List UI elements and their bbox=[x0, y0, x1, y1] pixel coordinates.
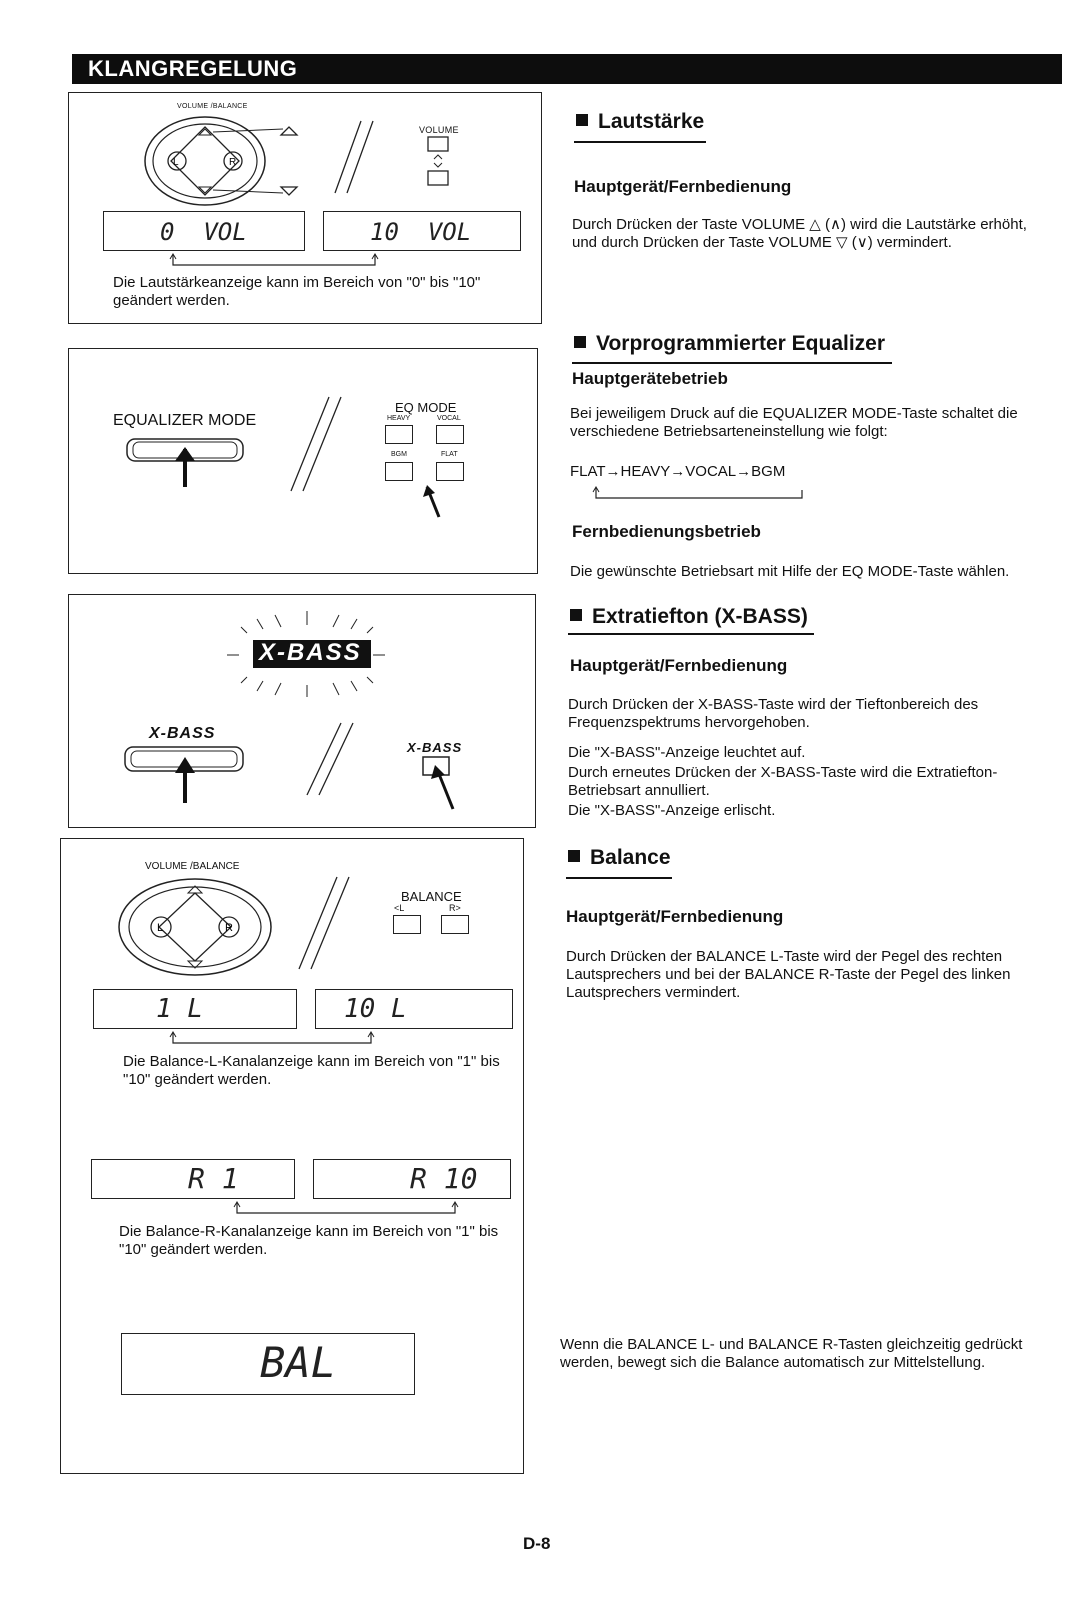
volume-knob-label: VOLUME /BALANCE bbox=[177, 103, 248, 110]
remote-xbass-button[interactable] bbox=[419, 753, 465, 813]
bullet-square-icon bbox=[568, 850, 580, 862]
remote-balance-l-button[interactable] bbox=[393, 915, 421, 934]
xbass-body-1: Durch Drücken der X-BASS-Taste wird der Tieftonbereich des Frequenzspektrums hervorgehoben. bbox=[568, 696, 979, 731]
eq-subheading-main: Hauptgerätebetrieb bbox=[572, 369, 728, 388]
remote-balance-l-sub: <L bbox=[394, 903, 405, 913]
bullet-square-icon bbox=[574, 336, 586, 348]
xbass-body-4: Die "X-BASS"-Anzeige erlischt. bbox=[568, 802, 776, 819]
range-bracket bbox=[229, 1199, 469, 1219]
remote-balance-r-sub: R> bbox=[449, 903, 461, 913]
remote-volume-label: VOLUME bbox=[419, 125, 459, 135]
slash-divider bbox=[297, 719, 357, 799]
xbass-body-2: Die "X-BASS"-Anzeige leuchtet auf. bbox=[568, 744, 806, 761]
slash-divider bbox=[283, 395, 343, 495]
volume-range-caption: Die Lautstärkeanzeige kann im Bereich von "0" bis "10" geändert werden. bbox=[113, 274, 481, 309]
svg-text:R: R bbox=[225, 922, 233, 934]
balance-lcd-r1: R 1 bbox=[91, 1159, 295, 1199]
eq-mode-flow: FLAT→HEAVY→VOCAL→BGM bbox=[570, 463, 786, 480]
xbass-illustration-panel bbox=[68, 594, 536, 828]
title-underline bbox=[574, 141, 706, 143]
balance-lcd-l1: 1 L bbox=[93, 989, 297, 1029]
svg-text:L: L bbox=[173, 157, 179, 168]
slash-divider bbox=[331, 117, 381, 197]
eq-flat-label: FLAT bbox=[441, 451, 458, 458]
range-bracket bbox=[165, 1029, 385, 1049]
xbass-indicator-text: X-BASS bbox=[259, 639, 362, 666]
balance-lcd-center: BAL bbox=[121, 1333, 415, 1395]
svg-text:R: R bbox=[229, 157, 237, 168]
equalizer-illustration-panel bbox=[68, 348, 538, 574]
press-arrow-icon bbox=[421, 483, 451, 523]
eq-vocal-label: VOCAL bbox=[437, 415, 461, 422]
eq-flat-button[interactable] bbox=[436, 462, 464, 481]
eq-heavy-button[interactable] bbox=[385, 425, 413, 444]
eq-flow-return-arrow bbox=[590, 484, 810, 504]
balance-lcd-r10: R 10 bbox=[313, 1159, 511, 1199]
equalizer-mode-label: EQUALIZER MODE bbox=[113, 412, 257, 429]
balance-l-caption: Die Balance-L-Kanalanzeige kann im Bereich von "1" bis "10" geändert werden. bbox=[123, 1053, 500, 1088]
volume-knob-diagram bbox=[143, 113, 343, 213]
svg-text:L: L bbox=[157, 922, 164, 934]
balance-center-note: Wenn die BALANCE L- und BALANCE R-Tasten gleichzeitig gedrückt werden, bewegt sich die Balance automatisch zur Mittelstellung. bbox=[560, 1336, 1023, 1371]
title-underline bbox=[566, 877, 672, 879]
eq-bgm-button[interactable] bbox=[385, 462, 413, 481]
eq-heavy-label: HEAVY bbox=[387, 415, 411, 422]
xbass-section-title: Extratiefton (X-BASS) bbox=[570, 605, 808, 629]
balance-body: Durch Drücken der BALANCE L-Taste wird der Pegel des rechten Lautsprechers und bei der BALANCE R-Taste der Pegel des linken Lautsprechers vermindert. bbox=[566, 948, 1011, 1001]
balance-illustration-panel bbox=[60, 838, 524, 1474]
xbass-button[interactable] bbox=[123, 743, 257, 805]
xbass-body-3: Durch erneutes Drücken der X-BASS-Taste wird die Extratiefton-Betriebsart annulliert. bbox=[568, 764, 998, 799]
bullet-square-icon bbox=[576, 114, 588, 126]
eq-subheading-remote: Fernbedienungsbetrieb bbox=[572, 522, 761, 541]
volume-section-title: Lautstärke bbox=[576, 110, 704, 134]
eq-mode-remote-title: EQ MODE bbox=[395, 400, 457, 415]
equalizer-mode-button[interactable] bbox=[125, 433, 255, 489]
volume-lcd-max: 10 VOL bbox=[323, 211, 521, 251]
volume-subheading: Hauptgerät/Fernbedienung bbox=[574, 177, 792, 196]
section-title: KLANGREGELUNG bbox=[88, 56, 298, 81]
page-number: D-8 bbox=[523, 1534, 551, 1553]
balance-subheading: Hauptgerät/Fernbedienung bbox=[566, 907, 784, 926]
slash-divider bbox=[291, 873, 351, 973]
balance-r-caption: Die Balance-R-Kanalanzeige kann im Bereich von "1" bis "10" geändert werden. bbox=[119, 1223, 499, 1258]
volume-illustration-panel bbox=[68, 92, 542, 324]
eq-body-remote: Die gewünschte Betriebsart mit Hilfe der EQ MODE-Taste wählen. bbox=[570, 563, 1010, 580]
remote-balance-title: BALANCE bbox=[401, 889, 462, 904]
eq-vocal-button[interactable] bbox=[436, 425, 464, 444]
bullet-square-icon bbox=[570, 609, 582, 621]
xbass-button-label: X-BASS bbox=[149, 725, 216, 742]
balance-lcd-l10: 10 L bbox=[315, 989, 513, 1029]
balance-knob-label: VOLUME /BALANCE bbox=[145, 861, 240, 872]
remote-volume-buttons[interactable] bbox=[425, 135, 455, 189]
xbass-subheading: Hauptgerät/Fernbedienung bbox=[570, 656, 788, 675]
volume-lcd-min: 0 VOL bbox=[103, 211, 305, 251]
eq-section-title: Vorprogrammierter Equalizer bbox=[574, 332, 885, 356]
remote-xbass-label: X-BASS bbox=[407, 740, 463, 755]
section-header-bar bbox=[72, 54, 1062, 84]
title-underline bbox=[568, 633, 814, 635]
volume-body: Durch Drücken der Taste VOLUME △ (∧) wird die Lautstärke erhöht, und durch Drücken der Taste VOLUME ▽ (∨) vermindert. bbox=[572, 216, 1027, 251]
balance-knob-diagram bbox=[115, 875, 275, 979]
title-underline bbox=[572, 362, 892, 364]
eq-body-main: Bei jeweiligem Druck auf die EQUALIZER MODE-Taste schaltet die verschiedene Betriebsarteneinstellung wie folgt: bbox=[570, 405, 1018, 440]
remote-balance-r-button[interactable] bbox=[441, 915, 469, 934]
range-bracket bbox=[165, 251, 395, 271]
eq-bgm-label: BGM bbox=[391, 451, 407, 458]
balance-section-title: Balance bbox=[568, 846, 671, 870]
